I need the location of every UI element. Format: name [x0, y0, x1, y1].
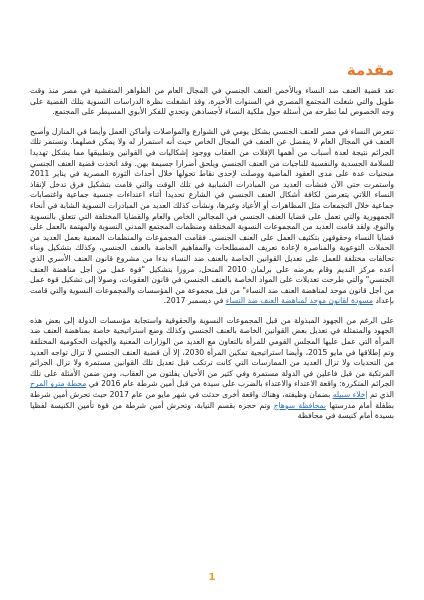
section-heading: مقدمة [346, 61, 394, 79]
paragraph-violence-context [30, 127, 394, 307]
paragraph-state-mid2: بضمان وظيفته، وهناك واقعة أخرى حدثت في شهر مايو من عام 2017 حيث تحرش أمين شرطة بطفلة أمام مدرستها [30, 390, 394, 410]
paragraph-state-text: على الرغم من الجهود المبذولة من قبل المجموعات النسوية والحقوقية واستجابة مؤسسات الدولة إلى بعض هذه الجهود والمتمثلة في تعديل بعض القوانين الخاصة بالعنف الجنسي وكذلك وضع استراتيجية خاصة بمناهضة العنف ضد المرأة التي عمل عليها المجلس القومي للمرأة بالتعاون مع العديد من الوزارات المعنية والجهات الحكومية المختلفة وتم إطلاقها في مايو 2015، وأيضا استراتيجية تمكين المرأة 2030، إلا أن قضية العنف الجنسي لا تزال تواجه العديد من التحديات ولا تزال العديد من الممارسات التي كانت ترتكب قبل تعديل تلك القوانين مستمرة ولا تزال الجرائم المرتكبة من قبل فاعلين في الدولة مستمرة وفي كثير من الأحيان يفلتون من العقاب، ومن ضمن الأمثلة على تلك الجرائم المتكررة: واقعة الاعتداء والاعتداء بالضرب على سيدة من قبل أمين شرطة عام 2016 في [30, 315, 394, 389]
paragraph-state-mid1: الذي تم [367, 390, 394, 400]
sohag-link[interactable]: بمحافظة سوهاج [273, 400, 327, 410]
unified-law-draft-link[interactable]: مسودة لقانون موحد لمناهضة العنف ضد النساء [225, 296, 374, 306]
paragraph-intro-text: تعد قضية العنف ضد النساء وبالأخص العنف الجنسي في المجال العام من الظواهر المتفشية في مصر منذ وقت طويل والتي شغلت المجتمع المصري في السنوات الأخيرة، وقد انشغلت نظرة الدراسات النسوية بتلك القضية على وجه الخصوص لما تطرحه من أسئلة حول ملكية النساء لأجسادهن وتحدي للفكر الأبوي المسيطر على المجتمع. [30, 86, 394, 117]
paragraph-violence-text: تتعرض النساء في مصر للعنف الجنسي بشكل يومي في الشوارع والمواصلات وأماكن العمل وأيضا في المنازل وأصبح العنف في المجال العام لا ينفصل عن العنف في المجال الخاص حيث أنه استمرار له ولا يمكن فصلهما. وتستمر تلك الجرائم نتيجة لعدة أسباب من أهمها الإفلات من العقاب ووجود إشكاليات في القوانين وتطبيقها مما يشكل تهديدا للسلامة الجسدية والنفسية للناجيات من العنف الجنسي ويلحق أضرارا جسيمة بهن. وقد اتخذت قضية العنف الجنسي منحنيات عدة على مدى العقود الماضية ووصلت لإحدى نقاط تحولها خلال أحداث الثورة المصرية في يناير 2011 واستمرت حتى الآن فنشأت العديد من المبادرات الشبابية في تلك الوقت والتي قامت بتشكيل فرق تدخل لإنقاذ النساء اللاتي يتعرضن لكافة أشكال العنف الجنسي في الشارع تحديدا أثناء اعتداءات جنسية جماعية واغتصابات جماعية خلال التجمعات مثل المظاهرات أو الأعياد وغيرها، ونشأت كذلك العديد من المبادرات النسوية الشابة في أنحاء الجمهورية والتي تعمل على قضايا العنف الجنسي في المجالين الخاص والعام والقضايا المختلفة التي تتعلق بالنسوية والنوع، ولقد قامت العديد من المجموعات النسوية المختلفة ومنظمات المجتمع المدني النسوية والمهتمة بالعمل على قضايا النساء وحقوقهن بتكثيف العمل على العنف الجنسي. فقامت المجموعات والمنظمات المعنية بعمل العديد من الحملات التوعوية والمناصرة لإعادة تعريف المصطلحات والمفاهيم الخاصة بالعنف الجنسي، وكذلك بتشكيل وبناء تحالفات مختلفة للعمل على تعديل القوانين الخاصة بالعنف ضد النساء بدءا من مشروع قانون العنف الأسري الذي أعده مركز النديم وقام بعرضه على برلمان 2010 المنحل، مرورا بتشكيل "قوة عمل من أجل مناهضة العنف الجنسي" والتي طرحت تعديلات على المواد الخاصة بالعنف الجنسي في قانون العقوبات، وصولا إلى تشكيل قوة عمل من أجل قانون موحد لمناهضة العنف ضد النساء" من قبل مجموعة من المؤسسات والمجموعات النسوية والتي قامت بإعداد [30, 126, 394, 306]
release-link[interactable]: إخلاء سبيله [332, 390, 368, 400]
paragraph-violence-tail: في ديسمبر 2017. [163, 296, 226, 306]
paragraph-state-efforts [30, 316, 394, 422]
paragraph-state-tail: وتم حجزه بقسم النيابة، وتحرش أمين شرطة من قوة تأمين الكنيسة لفظيا بسيدة أمام كنيسة في محافظة [30, 400, 394, 421]
marg-metro-link[interactable]: محطة مترو المرج [30, 379, 87, 389]
page-number: 1 [208, 572, 216, 583]
paragraph-intro [30, 86, 394, 118]
